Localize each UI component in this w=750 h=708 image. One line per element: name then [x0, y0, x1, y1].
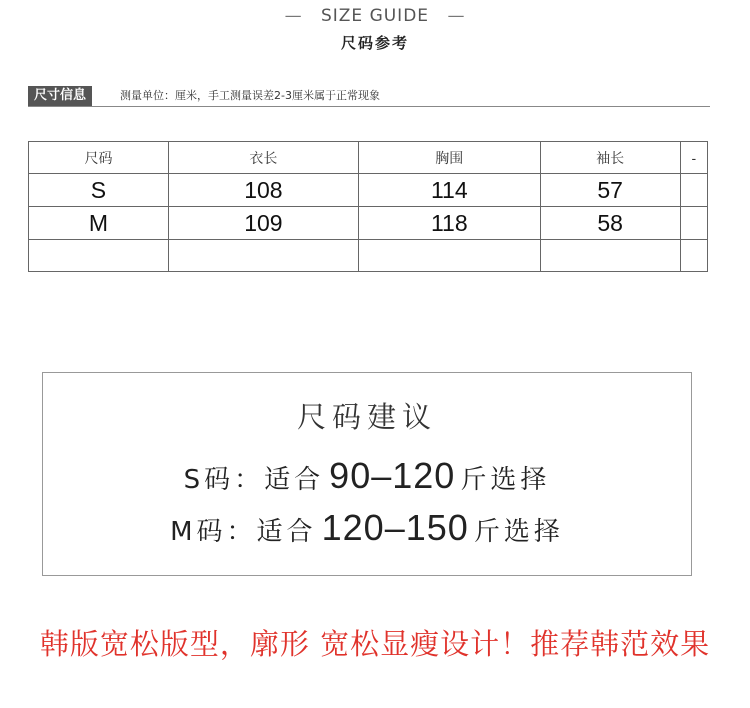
size-table — [28, 141, 708, 272]
cell-extra — [680, 207, 707, 240]
table-row — [29, 174, 708, 207]
info-bar — [28, 86, 710, 107]
size-guide-title — [0, 6, 750, 26]
info-tag: 尺寸信息 — [28, 86, 92, 106]
cell-length: 108 — [168, 174, 358, 207]
cell-sleeve: 58 — [540, 207, 680, 240]
header-extra: - — [680, 142, 707, 174]
header-chest: 胸围 — [358, 142, 540, 174]
cell-size: M — [29, 207, 169, 240]
cell-sleeve: 57 — [540, 174, 680, 207]
m-tail: 斤选择 — [473, 517, 564, 547]
cell-length: 109 — [168, 207, 358, 240]
m-label: M码：适合 — [170, 517, 317, 547]
cell-extra — [680, 174, 707, 207]
recommendation-m — [43, 507, 691, 549]
info-note: 测量单位：厘米，手工测量误差2-3厘米属于正常现象 — [120, 89, 380, 102]
cell-chest: 114 — [358, 174, 540, 207]
header-sleeve: 袖长 — [540, 142, 680, 174]
cell-size: S — [29, 174, 169, 207]
title-dash-right: — — [447, 6, 466, 26]
header-length: 衣长 — [168, 142, 358, 174]
title-dash-left: — — [284, 6, 303, 26]
promo-text: 韩版宽松版型，廓形 宽松显瘦设计！推荐韩范效果 — [39, 627, 711, 661]
recommendation-title: 尺码建议 — [296, 400, 437, 434]
s-label: S码：适合 — [183, 465, 325, 495]
table-row — [29, 207, 708, 240]
recommendation-s — [43, 455, 691, 497]
table-header-row — [29, 142, 708, 174]
s-tail: 斤选择 — [460, 465, 551, 495]
s-range: 90–120 — [329, 455, 456, 496]
m-range: 120–150 — [321, 507, 469, 548]
title-text: SIZE GUIDE — [320, 6, 430, 26]
size-recommendation-box — [42, 372, 692, 576]
header-size: 尺码 — [29, 142, 169, 174]
cell-chest: 118 — [358, 207, 540, 240]
table-row-empty — [29, 240, 708, 272]
size-guide-subtitle: 尺码参考 — [340, 34, 409, 52]
